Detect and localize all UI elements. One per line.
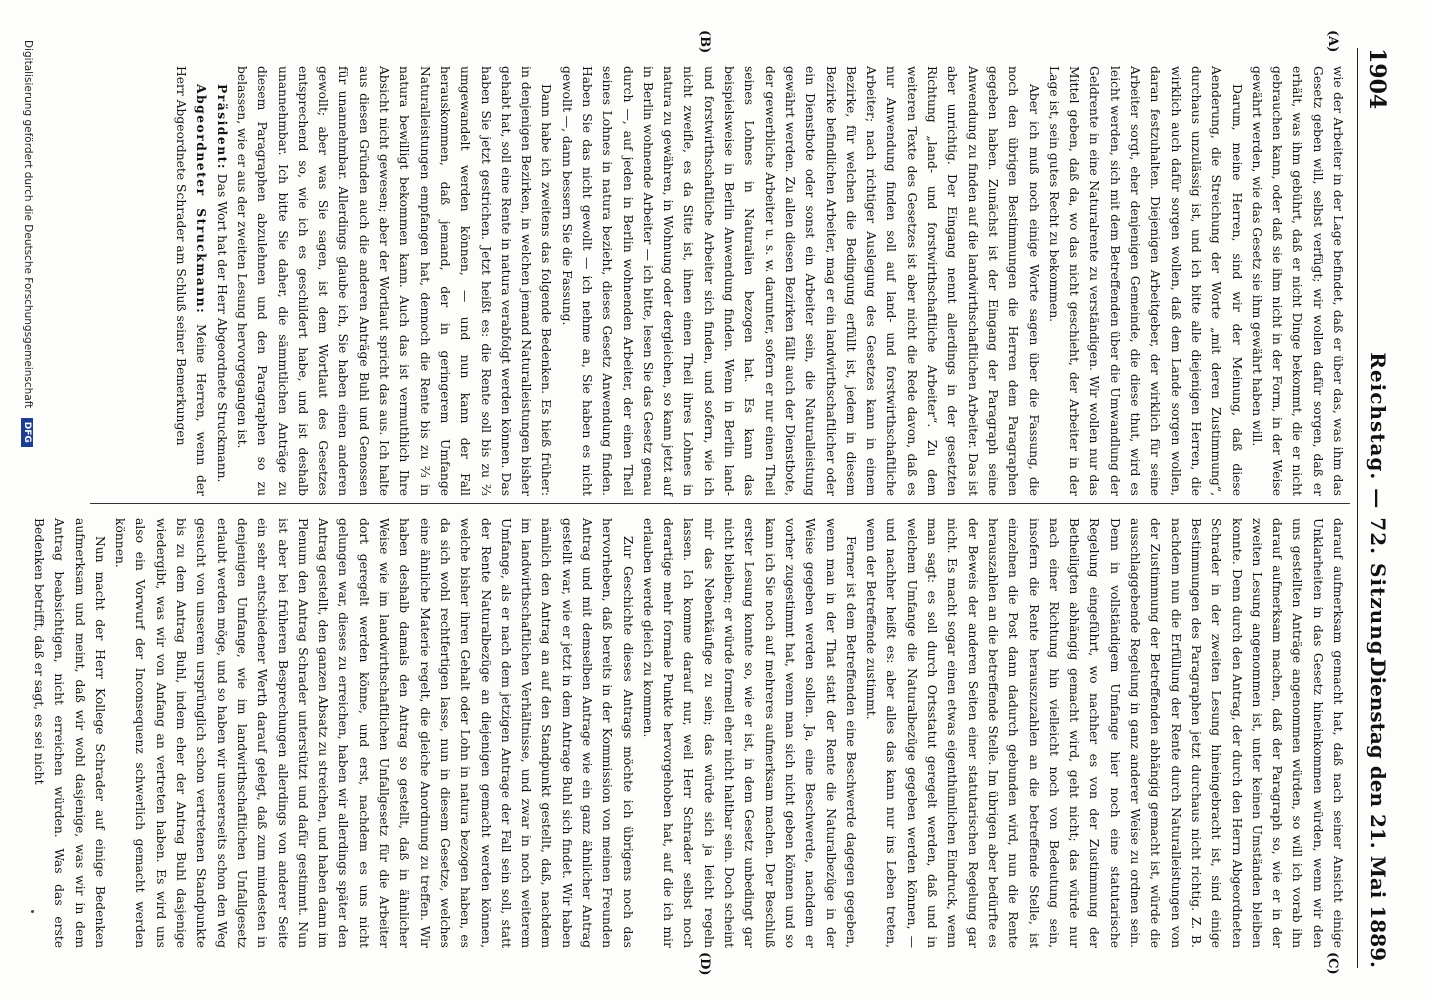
paragraph: darauf aufmerksam gemacht hat, daß nach seiner Ansicht einige Unklarheiten in das Gesetz hineinkommen würden, wenn wir den uns gestellten Anträge angenommen würden, so will ich vorab ihn darauf aufmerksam machen, daß der Paragraph so, wie er in der zweiten Lesung angenommen ist, unter keinen Umständen bleiben konnte. Denn durch den Antrag, der durch den Herrn Abgeordneten Schrader in der zweiten Lesung hineingebracht ist, sind einige Bestimmungen des Paragraphen jetzt durchaus nicht richtig. Z. B. nachdem nun die Erfüllung der Rente durch Naturalleistungen von der Zustimmung der Betreffenden abhängig gemacht ist, würde die ausschlaggebende Regelung in ganz anderer Weise zu ordnen sein. Denn in vollständigem Umfange hier noch eine statutarische Regelung eingeführt, wo nachher es von der Zustimmung der Betheiligten abhängig gemacht wird, geht nicht; das würde nur nach einer Richtung hin vielleicht noch von Bedeutung sein, insofern die Rente herauszuzahlen an die betreffende Stelle, ist einzelnen die Post dann dadurch gebunden wird, nun die Rente herauszahlen an die betreffende Stelle. Im übrigen aber bedürfte es der Beweis der anderen Seiten einer statutarischen Regelung gar nicht. Es macht sogar einen etwas eigenthümlichen Eindruck, wenn man sagt: es soll durch Ortsstatut geregelt werden, daß und in welchem Umfange die Naturalbezüge gegeben werden können, — und nachher heißt es: aber alles das kann nur ins Leben treten, wenn der Betreffende zustimmt. bbox=[864, 518, 1345, 948]
paragraph: Aber ich muß noch einige Worte sagen über die Fassung, die noch den übrigen Bestimmungen die Herren dem Paragraphen gegeben haben. Zunächst ist der Eingang der Paragraph seine Anwendung zu finden auf die landwirthschaftlichen Arbeiter. Das ist aber unrichtig. Der Eingang nennt allerdings in der gesetzten Richtung „land- und forstwirthschaftliche Arbeiter“. Zu dem weiteren Texte des Gesetzes ist aber nicht die Rede davon, daß es nur Anwendung finden soll auf land- und forstwirthschaftliche Arbeiter; nach richtiger Auslegung des Gesetzes kann in einem Bezirke, für welchen die Bedingung erfüllt ist, jedem in diesem Bezirke befindlichen Arbeiter, mag er ein landwirthschaftlicher oder ein Dienstbote oder sonst ein Arbeiter sein, die Naturalleistung gewährt werden. Zu allen diesen Bezirken fällt auch der Dienstbote, der gewerbliche Arbeiter u. s. w. darunter, sofern er nur einen Theil seines Lohnes in Naturalien bezogen hat. Es kann das beispielsweise in Berlin Anwendung finden. Wenn in Berlin land- und forstwirthschaftliche Arbeiter sich finden, und sofern, wie ich nicht zweifle, es da Sitte ist, ihnen einen Theil ihres Lohnes in natura zu gewähren, in Wohnung oder dergleichen, so kann jetzt auf in Berlin wohnende Arbeiter — ich bitte, lesen Sie das Gesetz genau durch —, auf jeden in Berlin wohnenden Arbeiter, der einen Theil seines Lohnes in natura bezieht, dieses Gesetz Anwendung finden. Haben Sie das nicht gewollt — ich nehme an, Sie haben es nicht gewollt —, dann bessern Sie die Fassung. bbox=[559, 66, 1041, 496]
speaker-label: Präsident: bbox=[214, 84, 230, 170]
paragraph: Zur Geschichte dieses Antrags möchte ich übrigens noch das hervorheben, daß bereits in der Kommission von meinen Freunden Antrag und mit demselben Antrage wie ein ganz ähnlicher Antrag gestellt war, wie er jetzt in dem Antrage Buhl sich findet. Wir haben nämlich den Antrag an auf den Standpunkt gestellt, daß, nachdem im landwirthschaftlichen Verhältnisse, und zwar in noch weiterem Umfange, als er nach dem jetzigen Antrage der Fall sein soll, statt der Rente Naturalbezüge an diejenigen gemacht werden können, welche bisher ihren Gehalt oder Lohn in natura bezogen haben, es da sich wohl rechtfertigen lasse, nun in diesem Gesetze, welches eine ähnliche Materie regelt, die gleiche Anordnung zu treffen. Wir haben deshalb damals den Antrag so gestellt, daß in ähnlicher Weise wie im landwirthschaftlichen Unfallgesetz für die Arbeiter dort geregelt werden könne, und erst, nachdem es uns nicht gelungen war, dieses zu erreichen, haben wir allerdings später den Antrag gestellt, den ganzen Absatz zu streichen, und haben dann im Plenum den Antrag Schrader unterstützt und dafür gestimmt. Nun ist aber bei früheren Besprechungen allerdings von anderer Seite ein sehr entschiedener Werth darauf gelegt, daß zum mindesten in denjenigen Umfange, wie im landwirthschaftlichen Unfallgesetz erlaubt werden möge, und so haben wir unsererseits schon den Weg gesucht von unserem ursprünglich schon vertretenen Standpunkte bis zu dem Antrag Buhl, indem eher der Antrag Buhl dasjenige wiedergibt, was wir von Anfang an vertreten haben. Es wird uns also ein Vorwurf der Inconsequenz schwerlich gemacht werden können. bbox=[113, 518, 635, 948]
paragraph: Nun macht der Herr Kollege Schrader auf einige Bedenken aufmerksam und meint, daß wir wohl dasjenige, was wir in dem Antrag beabsichtigen, nicht erreichen würden. Was das erste Bedenken betrifft, daß er sagt, es sei nicht bbox=[32, 518, 107, 948]
page-title: Reichstag. — 72. Sitzung. bbox=[1366, 352, 1390, 664]
margin-marker-c: (C) bbox=[1325, 952, 1340, 975]
paragraph: wie der Arbeiter in der Lage befindet, daß er über das, was ihm das Gesetz geben will, selbst verfügt; wir wollen dafür sorgen, daß er erhält, was ihm gebührt, daß er nicht Dinge bekommt, die er nicht gebrauchen kann, oder daß sie ihm nicht in der Form, in der Weise gewährt werden, wie das Gesetz sie ihm gewährt haben will. bbox=[1249, 66, 1345, 496]
left-column bbox=[88, 66, 1348, 496]
margin-marker-a: (A) bbox=[1325, 30, 1340, 53]
scan-dot bbox=[31, 910, 34, 913]
right-column bbox=[32, 518, 1348, 948]
paragraph: Darum, meine Herren, sind wir der Meinung, daß diese Aenderung, die Streichung der Worte „mit deren Zustimmung“, durchaus unzulässig ist, und ich bitte alle diejenigen Herren, die wirklich auch dafür sorgen wollen, daß dem Lande sorgen wollen, daran festzuhalten. Diejenigen Arbeitgeber, der wirklich für seine Arbeiter sorgt, eher denjenigen Gemeinde, die diese thut, wird es leicht werden, sich mit dem Betreffenden über die Umwandlung der Geldrente in eine Naturalrente zu verständigen. Wir wollen nur das Mittel geben, daß da, wo das nicht geschieht, der Arbeiter in der Lage ist, sein gutes Recht zu bekommen. bbox=[1046, 66, 1244, 496]
statement-text: Das Wort hat der Herr Abgeordnete Struckmann. bbox=[214, 173, 229, 483]
column-divider bbox=[90, 503, 1350, 504]
president-statement bbox=[211, 66, 231, 496]
dfg-logo-icon: DFG bbox=[21, 418, 33, 447]
paragraph: Ferner ist dem Betreffenden eine Beschwerde dagegen gegeben, wenn man in der That statt der Rente die Naturalbezüge in der Weise gegeben werden sollen. Ja, eine Beschwerde, nachdem er vorher zugestimmt hat, wenn man sich nicht geben können und so kann ich Sie noch auf mehreres aufmerksam machen. Der Beschluß erster Lesung konnte so, wie er ist, in dem Gesetz unbedingt gar nicht bleiben; er würde formell eher nicht haltbar sein. Doch scheint mir das Nebenkäufige zu sein; das würde sich ja leicht regeln lassen. Ich komme darauf nur, weil Herr Schrader selbst noch derartige mehr formale Punkte hervorgehoben hat, auf die ich mir erlauben werde gleich zu kommen. bbox=[640, 518, 858, 948]
credit-text: Digitalisierung gefördert durch die Deutsche Forschungsgemeinschaft bbox=[22, 40, 34, 409]
speaker-label: Abgeordneter Struckmann: bbox=[194, 84, 210, 315]
session-date: Dienstag den 21. Mai 1889. bbox=[1366, 659, 1390, 968]
statement-text: Meine Herren, wenn der Herr Abgeordnete Schrader am Schluß seiner Bemerkungen bbox=[174, 66, 209, 496]
page-header bbox=[1357, 48, 1398, 968]
paragraph: Dann habe ich zweitens das folgende Bedenken. Es hieß früher: in denjenigen Bezirken, in welchen jemand Naturalleistungen bisher gehabt hat, soll eine Rente in natura verabfolgt werden können. Das haben Sie jetzt gestrichen. Jetzt heißt es: die Rente soll bis zu ⅔ umgewandelt werden können, — und nun kann der Fall herauskommen, daß jemand, der in geringerem Umfange Naturalleistungen empfangen hat, dennoch die Rente bis zu ⅔ in natura bewilligt bekommen kann. Auch das ist vermuthlich Ihre Absicht nicht gewesen; aber der Wortlaut spricht das aus. Ich halte aus diesen Gründen auch die anderen Anträge Buhl und Genossen für unannehmbar. Allerdings glaube ich, Sie haben einen anderen gewollt; aber was Sie sagen, ist dem Wortlaut des Gesetzes entsprechend so, wie ich es geschildert habe, und ist deshalb unannehmbar. Ich bitte Sie daher, die sämmtlichen Anträge zu diesem Paragraphen abzulehnen und den Paragraphen so zu belassen, wie er aus der zweiten Lesung hervorgegangen ist. bbox=[234, 66, 554, 496]
margin-marker-b: (B) bbox=[697, 30, 712, 54]
margin-marker-d: (D) bbox=[697, 952, 712, 976]
page-number: 1904 bbox=[1364, 48, 1390, 110]
speaker-statement bbox=[171, 66, 212, 496]
digitization-credit bbox=[21, 40, 34, 960]
